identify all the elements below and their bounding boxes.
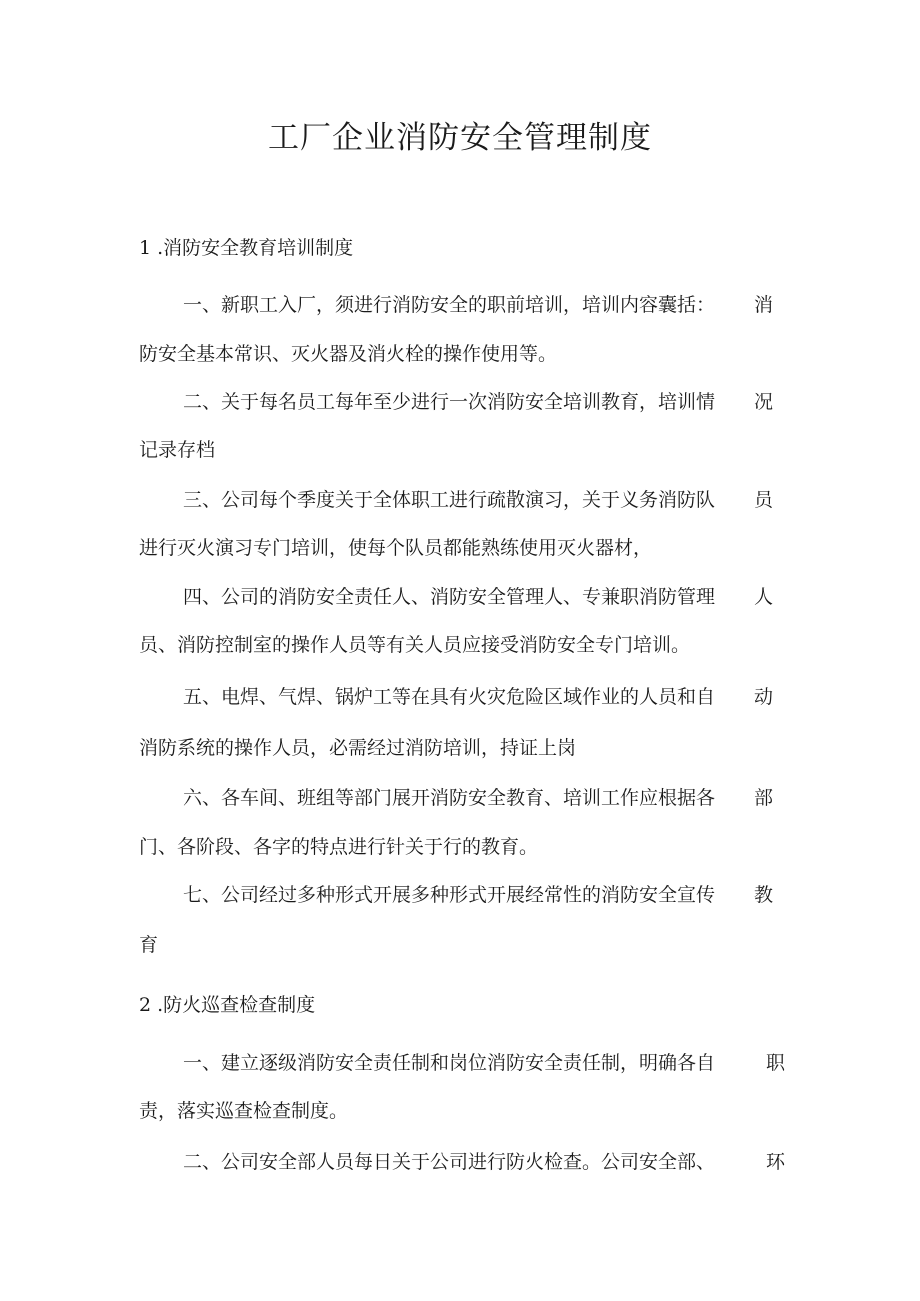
paragraph-text: 三、公司每个季度关于全体职工进行疏散演习，关于义务消防队: [183, 489, 716, 511]
paragraph-text: 二、关于每名员工每年至少进行一次消防安全培训教育，培训情: [183, 391, 716, 413]
paragraph-text-end: 动: [753, 686, 773, 708]
paragraph-text-end: 职: [765, 1052, 785, 1074]
paragraph-line: 门、各阶段、各字的特点进行针关于行的教育。: [139, 836, 539, 858]
paragraph-line: 员、消防控制室的操作人员等有关人员应接受消防安全专门培训。: [139, 634, 691, 656]
paragraph-text: 一、新职工入厂，须进行消防安全的职前培训，培训内容囊括：: [183, 294, 716, 316]
paragraph-text: 七、公司经过多种形式开展多种形式开展经常性的消防安全宣传: [183, 884, 716, 906]
paragraph-line: [183, 1050, 785, 1076]
paragraph-line: [183, 1149, 785, 1175]
paragraph-line: 育: [139, 934, 159, 956]
paragraph-line: [183, 684, 773, 710]
paragraph-text-end: 消: [753, 294, 773, 316]
section-heading: 2 .防火巡查检查制度: [139, 994, 316, 1016]
paragraph-line: 责，落实巡查检查制度。: [139, 1100, 349, 1122]
paragraph-text: 四、公司的消防安全责任人、消防安全管理人、专兼职消防管理: [183, 586, 716, 608]
paragraph-line: [183, 389, 773, 415]
paragraph-line: 防安全基本常识、灭火器及消火栓的操作使用等。: [139, 343, 558, 365]
document-title: 工厂企业消防安全管理制度: [268, 120, 652, 156]
paragraph-text-end: 环: [765, 1151, 785, 1173]
section-heading: 1 .消防安全教育培训制度: [139, 237, 354, 259]
paragraph-text-end: 员: [753, 489, 773, 511]
paragraph-line: 记录存档: [139, 439, 216, 461]
paragraph-line: [183, 584, 773, 610]
paragraph-text: 六、各车间、班组等部门展开消防安全教育、培训工作应根据各: [183, 787, 716, 809]
paragraph-line: [183, 487, 773, 513]
paragraph-text-end: 人: [753, 586, 773, 608]
paragraph-text: 二、公司安全部人员每日关于公司进行防火检查。公司安全部、: [183, 1151, 716, 1173]
paragraph-text-end: 部: [753, 787, 773, 809]
paragraph-text-end: 况: [753, 391, 773, 413]
paragraph-line: 消防系统的操作人员，必需经过消防培训，持证上岗: [139, 737, 577, 759]
paragraph-text: 一、建立逐级消防安全责任制和岗位消防安全责任制，明确各自: [183, 1052, 716, 1074]
paragraph-line: 进行灭火演习专门培训，使每个队员都能熟练使用灭火器材，: [139, 537, 653, 559]
paragraph-line: [183, 292, 773, 318]
paragraph-line: [183, 785, 773, 811]
paragraph-text: 五、电焊、气焊、锅炉工等在具有火灾危险区域作业的人员和自: [183, 686, 716, 708]
paragraph-text-end: 教: [753, 884, 773, 906]
paragraph-line: [183, 882, 773, 908]
